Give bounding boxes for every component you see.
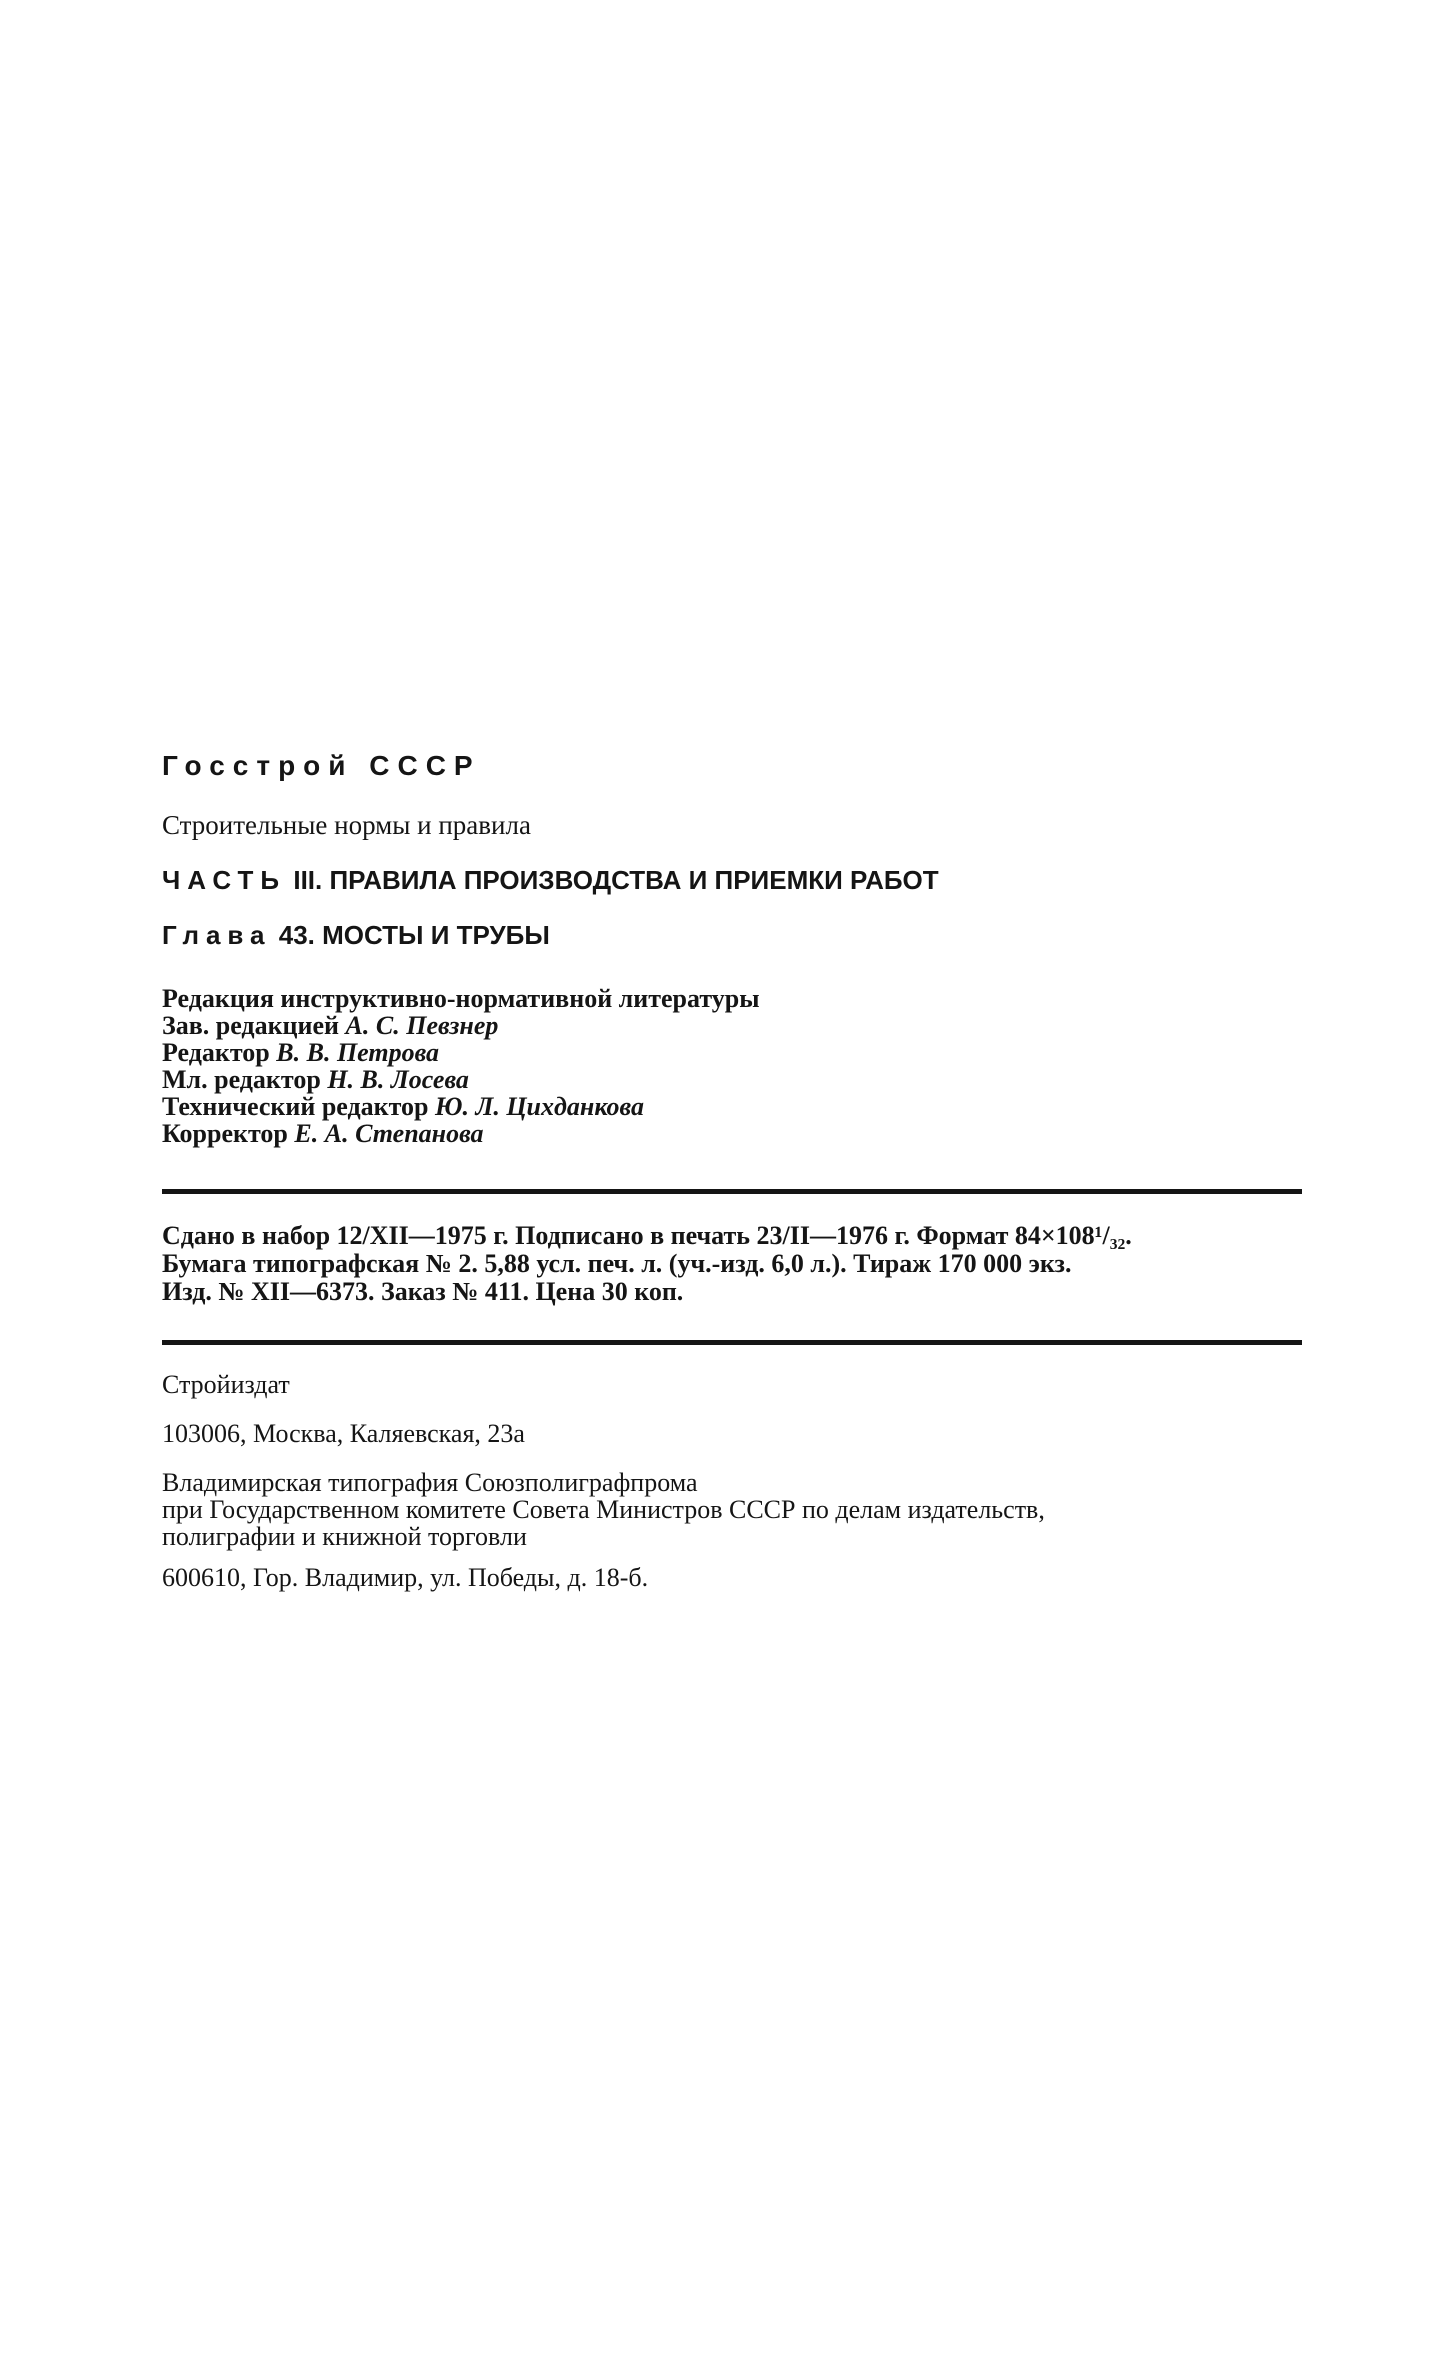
tech-line: Бумага типографская № 2. 5,88 усл. печ. л. (уч.-изд. 6,0 л.). Тираж 170 000 экз. — [162, 1249, 1072, 1278]
agency-name: Госстрой СССР — [162, 750, 481, 781]
tech-line: Сдано в набор 12/XII—1975 г. Подписано в печать 23/II—1976 г. Формат 84×108¹/₃₂. — [162, 1221, 1132, 1250]
credits-list — [162, 985, 1302, 1147]
printer-address: 600610, Гор. Владимир, ул. Победы, д. 18-б. — [162, 1563, 649, 1592]
publisher-block — [162, 1371, 1302, 1591]
printer-line: Владимирская типография Союзполиграфпрома — [162, 1468, 698, 1497]
publisher-name: Стройиздат — [162, 1370, 290, 1399]
chapter-label: Глава — [162, 920, 272, 950]
credit-line: Зав. редакцией А. С. Певзнер — [162, 1011, 499, 1040]
printer-line: полиграфии и книжной торговли — [162, 1522, 527, 1551]
credit-line: Редакция инструктивно-нормативной литературы — [162, 984, 760, 1013]
credit-line: Мл. редактор Н. В. Лосева — [162, 1065, 469, 1094]
credit-line: Технический редактор Ю. Л. Цихданкова — [162, 1092, 644, 1121]
printer-line: при Государственном комитете Совета Министров СССР по делам издательств, — [162, 1495, 1045, 1524]
technical-details — [162, 1222, 1302, 1306]
credit-line: Корректор Е. А. Степанова — [162, 1119, 484, 1148]
part-label: ЧАСТЬ — [162, 865, 287, 895]
printer-block — [162, 1469, 1302, 1550]
divider-rule — [162, 1189, 1302, 1194]
part-title: III. ПРАВИЛА ПРОИЗВОДСТВА И ПРИЕМКИ РАБОТ — [293, 865, 939, 895]
credit-line: Редактор В. В. Петрова — [162, 1038, 440, 1067]
divider-rule — [162, 1340, 1302, 1345]
chapter-heading — [162, 920, 1302, 951]
imprint-block — [162, 750, 1302, 1613]
tech-line: Изд. № XII—6373. Заказ № 411. Цена 30 коп. — [162, 1277, 684, 1306]
document-type: Строительные нормы и правила — [162, 810, 531, 840]
part-heading — [162, 865, 1302, 896]
publisher-address: 103006, Москва, Каляевская, 23а — [162, 1419, 525, 1448]
chapter-title: 43. МОСТЫ И ТРУБЫ — [278, 920, 550, 950]
